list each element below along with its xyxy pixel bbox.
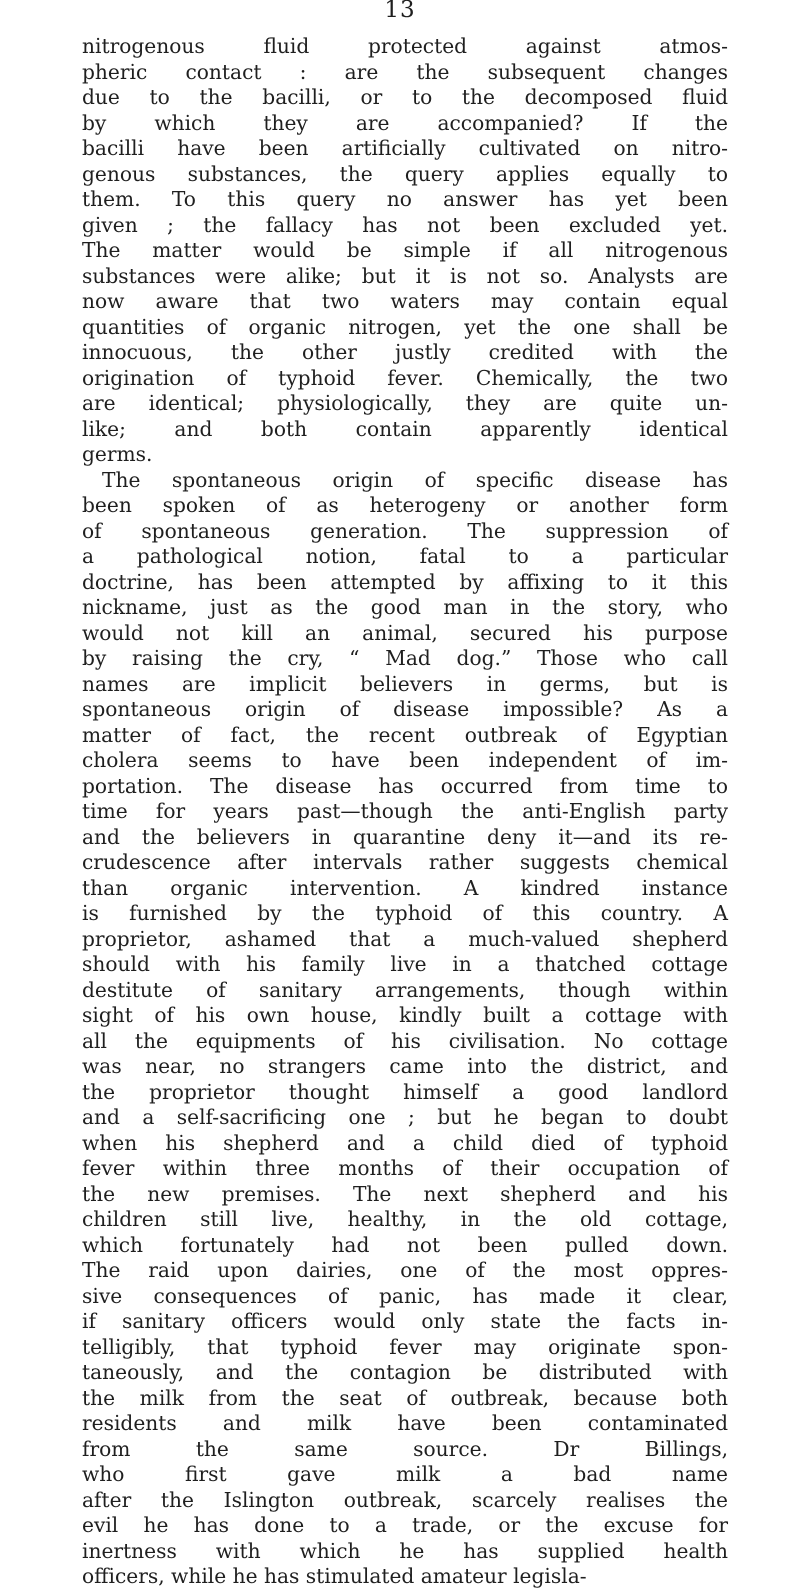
text-line: if sanitary officers would only state the facts in- bbox=[82, 1309, 728, 1333]
text-line: names are implicit believers in germs, but is bbox=[82, 671, 728, 696]
text-line: which fortunately had not been pulled down. bbox=[82, 1232, 728, 1257]
text-line: cholera seems to have been independent of im- bbox=[82, 748, 728, 772]
text-line: residents and milk have been contaminated bbox=[82, 1411, 728, 1435]
text-line: been spoken of as heterogeny or another form bbox=[82, 493, 728, 517]
text-line: the new premises. The next shepherd and his bbox=[82, 1181, 728, 1206]
text-line: and a self-sacrificing one ; but he began to doubt bbox=[82, 1105, 728, 1129]
text-line: are identical; physiologically, they are quite un- bbox=[82, 391, 728, 415]
text-line: time for years past—though the anti-English party bbox=[82, 799, 728, 823]
text-line: who first gave milk a bad name bbox=[82, 1462, 728, 1486]
text-line: inertness with which he has supplied health bbox=[82, 1538, 728, 1563]
text-line: sight of his own house, kindly built a cottage with bbox=[82, 1003, 728, 1027]
text-line: quantities of organic nitrogen, yet the one shall be bbox=[82, 314, 728, 339]
text-line: taneously, and the contagion be distributed with bbox=[82, 1360, 728, 1384]
text-line: pheric contact : are the subsequent changes bbox=[82, 59, 728, 84]
text-line: origination of typhoid fever. Chemically, the two bbox=[82, 365, 728, 390]
text-line: telligibly, that typhoid fever may originate spon- bbox=[82, 1334, 728, 1359]
text-line: nickname, just as the good man in the story, who bbox=[82, 595, 728, 619]
text-line: portation. The disease has occurred from time to bbox=[82, 773, 728, 798]
text-line: doctrine, has been attempted by affixing to it this bbox=[82, 569, 728, 594]
paragraph bbox=[82, 468, 728, 1590]
text-line: would not kill an animal, secured his purpose bbox=[82, 620, 728, 645]
text-line: children still live, healthy, in the old cottage, bbox=[82, 1207, 728, 1231]
text-line: and the believers in quarantine deny it—and its re- bbox=[82, 824, 728, 849]
text-line: the proprietor thought himself a good landlord bbox=[82, 1079, 728, 1104]
text-line: destitute of sanitary arrangements, though within bbox=[82, 977, 728, 1002]
text-line: from the same source. Dr Billings, bbox=[82, 1436, 728, 1461]
text-line: should with his family live in a thatched cottage bbox=[82, 952, 728, 976]
text-line: fever within three months of their occupation of bbox=[82, 1156, 728, 1180]
text-line: matter of fact, the recent outbreak of Egyptian bbox=[82, 722, 728, 747]
text-line: crudescence after intervals rather suggests chemical bbox=[82, 850, 728, 874]
text-line: genous substances, the query applies equally to bbox=[82, 161, 728, 186]
text-line: spontaneous origin of disease impossible? As a bbox=[82, 697, 728, 721]
text-line: when his shepherd and a child died of typhoid bbox=[82, 1130, 728, 1155]
text-line: after the Islington outbreak, scarcely realises the bbox=[82, 1487, 728, 1512]
text-line: proprietor, ashamed that a much-valued shepherd bbox=[82, 926, 728, 951]
text-line: given ; the fallacy has not been excluded yet. bbox=[82, 212, 728, 237]
paragraph bbox=[82, 34, 728, 468]
text-line: was near, no strangers came into the district, and bbox=[82, 1054, 728, 1078]
text-line: germs. bbox=[82, 442, 153, 466]
text-line: by raising the cry, “ Mad dog.” Those who call bbox=[82, 646, 728, 670]
text-line: innocuous, the other justly credited with the bbox=[82, 340, 728, 364]
text-line: bacilli have been artificially cultivated on nitro- bbox=[82, 136, 728, 160]
text-line: sive consequences of panic, has made it clear, bbox=[82, 1283, 728, 1308]
text-line: of spontaneous generation. The suppression of bbox=[82, 518, 728, 543]
text-line: The spontaneous origin of specific disease has bbox=[102, 467, 728, 492]
text-line: by which they are accompanied? If the bbox=[82, 110, 728, 135]
text-line: like; and both contain apparently identical bbox=[82, 416, 728, 441]
text-line: a pathological notion, fatal to a particular bbox=[82, 544, 728, 568]
text-line: nitrogenous fluid protected against atmos- bbox=[82, 34, 728, 58]
text-line: The matter would be simple if all nitrogenous bbox=[82, 238, 728, 262]
text-line: the milk from the seat of outbreak, because both bbox=[82, 1385, 728, 1410]
text-line: officers, while he has stimulated amateur legisla- bbox=[82, 1564, 587, 1588]
text-line: due to the bacilli, or to the decomposed fluid bbox=[82, 85, 728, 109]
text-line: them. To this query no answer has yet been bbox=[82, 187, 728, 211]
text-line: than organic intervention. A kindred instance bbox=[82, 875, 728, 900]
page-number: 13 bbox=[384, 0, 416, 23]
text-line: The raid upon dairies, one of the most oppres- bbox=[82, 1258, 728, 1282]
text-line: substances were alike; but it is not so. Analysts are bbox=[82, 263, 728, 288]
text-line: evil he has done to a trade, or the excuse for bbox=[82, 1513, 728, 1537]
text-line: all the equipments of his civilisation. No cottage bbox=[82, 1028, 728, 1053]
text-line: now aware that two waters may contain equal bbox=[82, 289, 728, 313]
text-line: is furnished by the typhoid of this country. A bbox=[82, 901, 728, 925]
article-text bbox=[82, 34, 728, 1590]
